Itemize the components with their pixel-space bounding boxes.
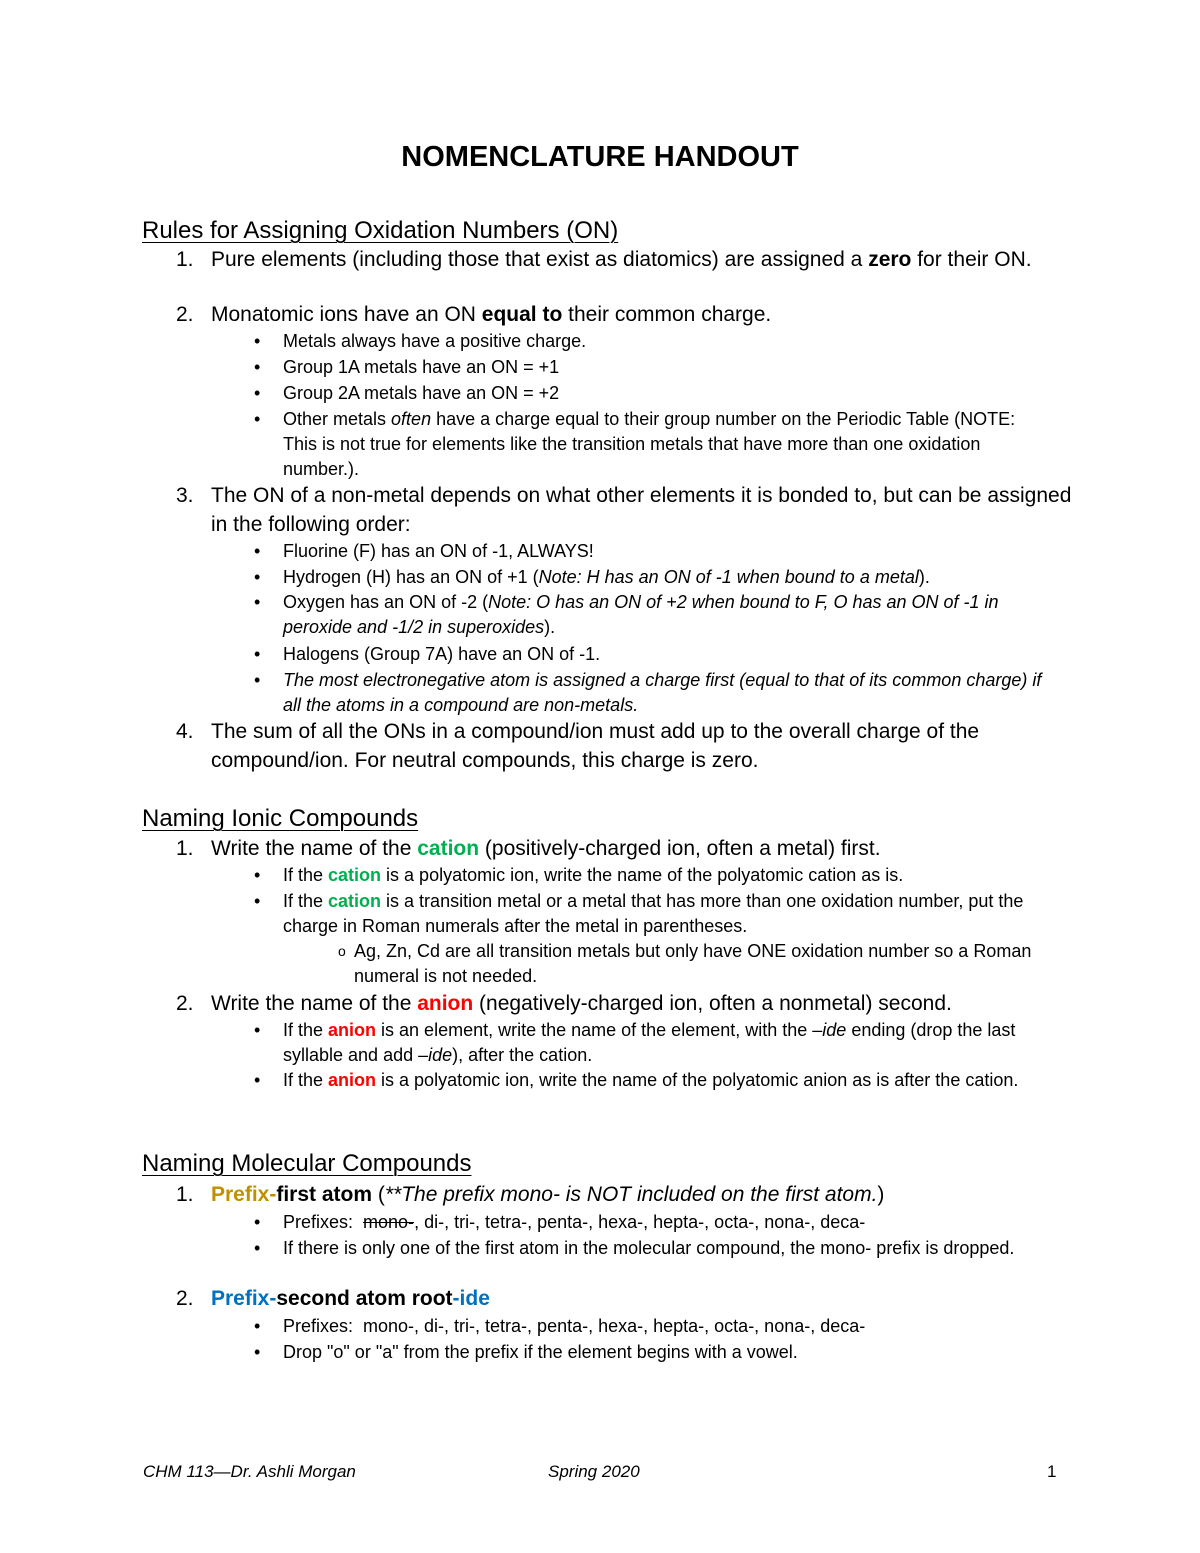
rule-number: 2. (176, 303, 194, 326)
bullet-text: If the cation is a transition metal or a metal that has more than one oxidation number, put the charge in Roman numerals after the metal in parentheses. (283, 891, 1024, 936)
footer-page-number: 1 (1047, 1462, 1057, 1481)
rule-text: Monatomic ions have an ON equal to their common charge. (211, 303, 772, 326)
bullet-icon: • (254, 1342, 261, 1362)
section-heading-oxidation: Rules for Assigning Oxidation Numbers (ON) (142, 217, 619, 244)
rule-text: Prefix-second atom root-ide (211, 1287, 490, 1310)
bullet-text: If the anion is a polyatomic ion, write the name of the polyatomic anion as is after the cation. (283, 1070, 1019, 1090)
bullet-text: Prefixes: mono-, di-, tri-, tetra-, penta-, hexa-, hepta-, octa-, nona-, deca- (283, 1316, 866, 1336)
bullet-icon: • (254, 357, 261, 377)
rule-number: 1. (176, 1183, 194, 1206)
footer-course: CHM 113—Dr. Ashli Morgan (143, 1462, 356, 1481)
bullet-text: Metals always have a positive charge. (283, 331, 587, 351)
bullet-icon: • (254, 541, 261, 561)
sub-bullet-text: Ag, Zn, Cd are all transition metals but only have ONE oxidation number so a Roman numeral is not needed. (354, 941, 1032, 986)
bullet-icon: • (254, 331, 261, 351)
rule-number: 4. (176, 720, 194, 743)
page-title: NOMENCLATURE HANDOUT (401, 141, 799, 173)
bullet-icon: • (254, 865, 261, 885)
bullet-icon: • (254, 1070, 261, 1090)
bullet-text: Hydrogen (H) has an ON of +1 (Note: H has an ON of -1 when bound to a metal). (283, 567, 930, 587)
bullet-text: Other metals often have a charge equal to their group number on the Periodic Table (NOTE: This is not true for elements like the transition metals that have more than one oxidation number.). (283, 409, 1016, 479)
rule-text: The sum of all the ONs in a compound/ion must add up to the overall charge of the compound/ion. For neutral compounds, this charge is zero. (211, 720, 980, 772)
rule-text: Pure elements (including those that exist as diatomics) are assigned a zero for their ON. (211, 248, 1032, 271)
rule-number: 3. (176, 484, 194, 507)
rule-text: Write the name of the anion (negatively-charged ion, often a nonmetal) second. (211, 992, 952, 1015)
bullet-text: If there is only one of the first atom in the molecular compound, the mono- prefix is dropped. (283, 1238, 1015, 1258)
bullet-text: The most electronegative atom is assigned a charge first (equal to that of its common charge) if all the atoms in a compound are non-metals. (283, 670, 1042, 715)
bullet-icon: • (254, 891, 261, 911)
rule-text: Prefix-first atom (**The prefix mono- is NOT included on the first atom.) (211, 1183, 885, 1206)
bullet-text: If the anion is an element, write the name of the element, with the –ide ending (drop the last syllable and add –ide), after the cation. (283, 1020, 1016, 1065)
bullet-icon: • (254, 1212, 261, 1232)
rule-text: The ON of a non-metal depends on what other elements it is bonded to, but can be assigned in the following order: (211, 484, 1072, 536)
bullet-text: Group 2A metals have an ON = +2 (283, 383, 560, 403)
rule-number: 2. (176, 1287, 194, 1310)
section-heading-molecular: Naming Molecular Compounds (142, 1150, 472, 1177)
rule-number: 2. (176, 992, 194, 1015)
bullet-text: Group 1A metals have an ON = +1 (283, 357, 560, 377)
rule-number: 1. (176, 837, 194, 860)
bullet-text: If the cation is a polyatomic ion, write the name of the polyatomic cation as is. (283, 865, 904, 885)
bullet-icon: • (254, 1316, 261, 1336)
bullet-icon: • (254, 1020, 261, 1040)
rule-text: Write the name of the cation (positively-charged ion, often a metal) first. (211, 837, 881, 860)
sub-bullet-icon: o (338, 943, 346, 959)
bullet-icon: • (254, 567, 261, 587)
bullet-text: Prefixes: mono-, di-, tri-, tetra-, penta-, hexa-, hepta-, octa-, nona-, deca- (283, 1212, 866, 1232)
bullet-icon: • (254, 1238, 261, 1258)
bullet-text: Fluorine (F) has an ON of -1, ALWAYS! (283, 541, 594, 561)
bullet-text: Halogens (Group 7A) have an ON of -1. (283, 644, 601, 664)
section-heading-ionic: Naming Ionic Compounds (142, 805, 419, 832)
bullet-icon: • (254, 409, 261, 429)
bullet-icon: • (254, 592, 261, 612)
bullet-icon: • (254, 644, 261, 664)
bullet-icon: • (254, 383, 261, 403)
bullet-text: Drop "o" or "a" from the prefix if the element begins with a vowel. (283, 1342, 798, 1362)
bullet-icon: • (254, 670, 261, 690)
bullet-text: Oxygen has an ON of -2 (Note: O has an ON of +2 when bound to F, O has an ON of -1 in peroxide and -1/2 in superoxides). (283, 592, 999, 637)
footer-term: Spring 2020 (548, 1462, 640, 1481)
rule-number: 1. (176, 248, 194, 271)
